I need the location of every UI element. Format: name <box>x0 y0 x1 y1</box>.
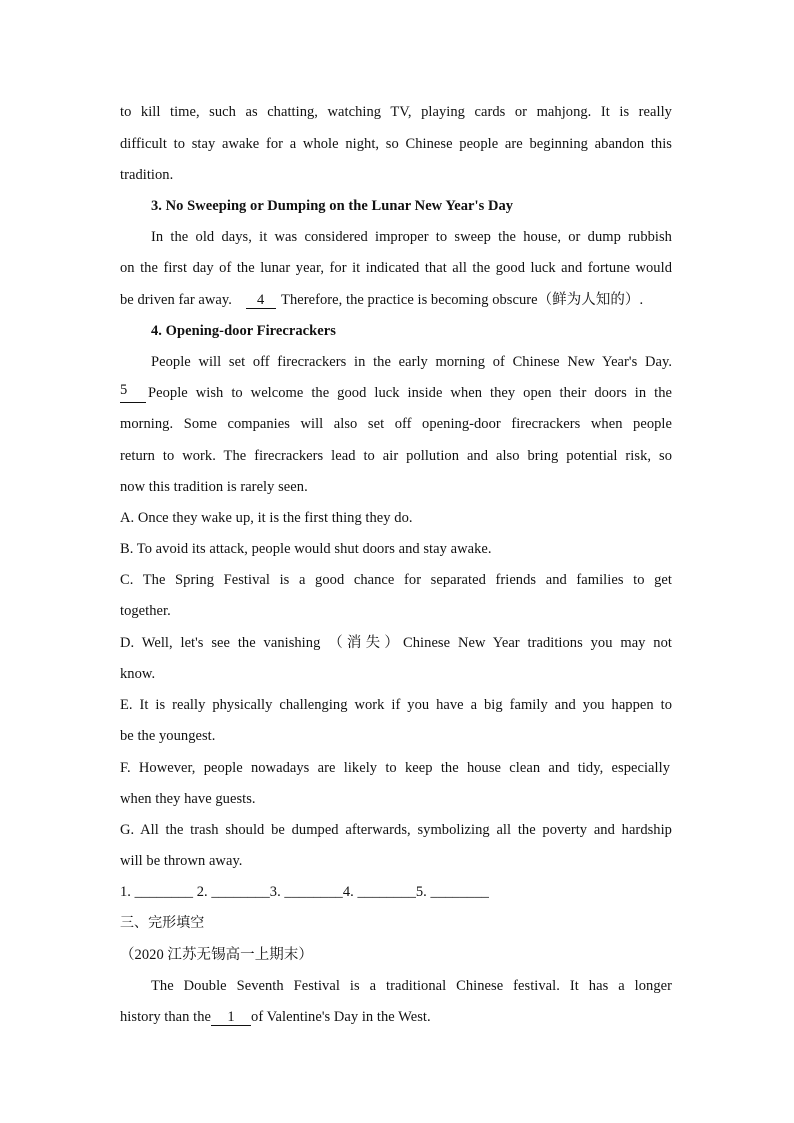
option-d-line-2: know. <box>120 666 156 682</box>
option-f-line-1: F. However, people nowadays are likely to keep the house clean and tidy, especially <box>120 760 670 776</box>
intro-line-2: difficult to stay awake for a whole night, so Chinese people are beginning abandon this <box>120 136 672 152</box>
intro-line-3: tradition. <box>120 167 174 183</box>
blank-1: 1 <box>211 1010 251 1026</box>
section-4-line-1: People will set off firecrackers in the early morning of Chinese New Year's Day. <box>151 354 672 370</box>
section-3-line-2: on the first day of the lunar year, for it indicated that all the good luck and fortune would <box>120 260 672 276</box>
section-4-line-4: return to work. The firecrackers lead to air pollution and also bring potential risk, so <box>120 448 672 464</box>
section-3-line-3 <box>120 290 643 310</box>
section-3-line-3-text: be driven far away. <box>120 292 232 308</box>
option-g-line-1: G. All the trash should be dumped afterwards, symbolizing all the poverty and hardship <box>120 822 672 838</box>
section-3-line-3-rest: Therefore, the practice is becoming obscure（鲜为人知的）. <box>281 292 644 308</box>
section-3-line-1: In the old days, it was considered improper to sweep the house, or dump rubbish <box>151 229 672 245</box>
part-3-line-2 <box>120 1007 431 1027</box>
answer-line: 1. ________ 2. ________3. ________4. ________5. ________ <box>120 884 489 900</box>
section-4-line-2 <box>120 383 672 403</box>
option-c-line-1: C. The Spring Festival is a good chance for separated friends and families to get <box>120 572 672 588</box>
option-a: A. Once they wake up, it is the first thing they do. <box>120 510 413 526</box>
section-4-line-5: now this tradition is rarely seen. <box>120 479 308 495</box>
blank-4: 4 <box>246 293 276 309</box>
section-4-line-3: morning. Some companies will also set off opening-door firecrackers when people <box>120 416 672 432</box>
option-d-line-1: D. Well, let's see the vanishing （消失）Chinese New Year traditions you may not <box>120 635 672 651</box>
blank-5: 5 <box>120 383 146 403</box>
part-3-source: （2020 江苏无锡高一上期末） <box>120 947 313 963</box>
section-4-heading: 4. Opening-door Firecrackers <box>151 323 336 339</box>
option-e-line-1: E. It is really physically challenging work if you have a big family and you happen to <box>120 697 672 713</box>
option-g-line-2: will be thrown away. <box>120 853 243 869</box>
part-3-line-2-rest: of Valentine's Day in the West. <box>251 1009 431 1025</box>
option-c-line-2: together. <box>120 603 171 619</box>
option-b: B. To avoid its attack, people would shut doors and stay awake. <box>120 541 492 557</box>
part-3-line-1: The Double Seventh Festival is a traditional Chinese festival. It has a longer <box>151 978 672 994</box>
part-3-title: 三、完形填空 <box>120 915 205 931</box>
part-3-line-2-text: history than the <box>120 1009 212 1025</box>
option-e-line-2: be the youngest. <box>120 728 216 744</box>
section-3-heading: 3. No Sweeping or Dumping on the Lunar New Year's Day <box>151 198 514 214</box>
option-f-line-2: when they have guests. <box>120 791 256 807</box>
section-4-line-2-text: People wish to welcome the good luck inside when they open their doors in the <box>148 385 672 401</box>
intro-line-1: to kill time, such as chatting, watching TV, playing cards or mahjong. It is really <box>120 104 672 120</box>
